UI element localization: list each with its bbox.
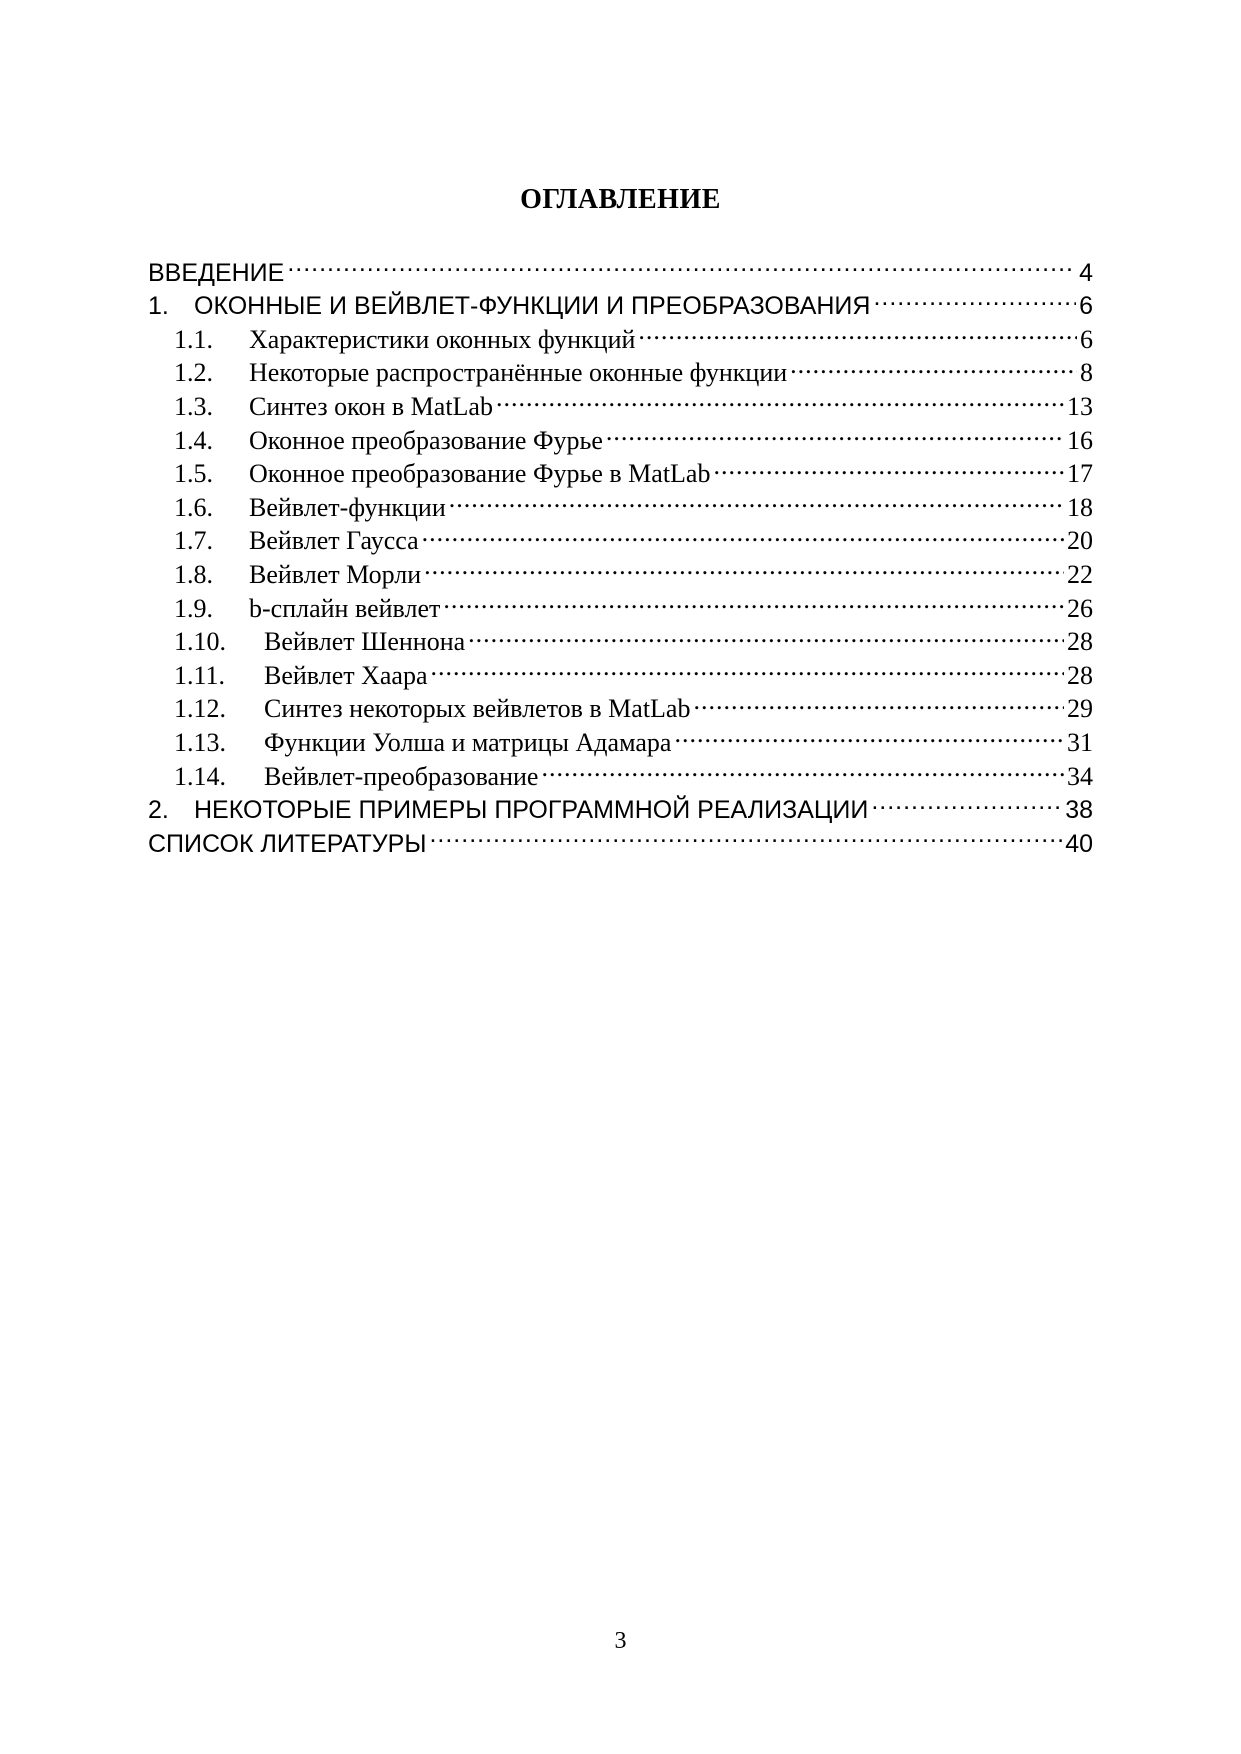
toc-leader-dots (871, 785, 1062, 819)
toc-entry-number: 1.6. (174, 492, 213, 522)
toc-entry-chapter-1[interactable] (148, 281, 1093, 321)
toc-entry-page: 40 (1065, 829, 1093, 858)
toc-leader-dots (541, 751, 1064, 785)
toc-entry-number: 1.1. (174, 324, 213, 354)
toc-leader-dots (790, 348, 1077, 382)
toc-leader-dots (429, 818, 1062, 852)
toc-leader-dots (713, 449, 1064, 483)
toc-entry-number: 1.5. (174, 459, 213, 489)
toc-entry-page: 17 (1067, 459, 1093, 489)
toc-leader-dots (693, 684, 1064, 718)
toc-entry-number: 1.3. (174, 391, 213, 421)
toc-entry-page: 18 (1067, 492, 1093, 522)
toc-leader-dots (431, 650, 1064, 684)
toc-entry-page: 28 (1067, 660, 1093, 690)
toc-leader-dots (424, 549, 1064, 583)
toc-entry-number: 1.13. (174, 727, 226, 757)
toc-entry-title: Некоторые распространённые оконные функции (249, 358, 788, 388)
toc-entry-page: 6 (1080, 324, 1093, 354)
toc-leader-dots (496, 381, 1064, 415)
toc-leader-dots (468, 617, 1064, 651)
toc-entry-page: 16 (1067, 425, 1093, 455)
toc-entry-number: 1.11. (174, 660, 226, 690)
toc-entry-number: 1.4. (174, 425, 213, 455)
toc-entry-page: 22 (1067, 559, 1093, 589)
toc-entry-number: 1.10. (174, 627, 226, 657)
toc-entry-title: Характеристики оконных функций (249, 324, 636, 354)
toc-entry-title: Вейвлет Хаара (264, 660, 428, 690)
toc-entry-page: 4 (1079, 258, 1093, 287)
toc-entry-page: 38 (1065, 796, 1093, 825)
toc-entry-page: 20 (1067, 526, 1093, 556)
toc-leader-dots (638, 314, 1077, 348)
toc-entry-number: 1.14. (174, 761, 226, 791)
toc-entry-number: 2. (148, 796, 169, 825)
toc-entry-number: 1.9. (174, 593, 213, 623)
toc-entry-number: 1.7. (174, 526, 213, 556)
toc-entry-title: СПИСОК ЛИТЕРАТУРЫ (148, 829, 427, 858)
toc-entry-title: Вейвлет-преобразование (264, 761, 539, 791)
toc-entry-title: Синтез окон в MatLab (249, 391, 493, 421)
toc-entry-title: Вейвлет Морли (249, 559, 422, 589)
toc-entry-number: 1.12. (174, 694, 226, 724)
toc-entry-title: Вейвлет-функции (249, 492, 446, 522)
toc-entry-page: 29 (1067, 694, 1093, 724)
toc-entry-title: НЕКОТОРЫЕ ПРИМЕРЫ ПРОГРАММНОЙ РЕАЛИЗАЦИИ (194, 796, 869, 825)
toc-entry-page: 34 (1067, 761, 1093, 791)
toc-entry-title: ОКОННЫЕ И ВЕЙВЛЕТ-ФУНКЦИИ И ПРЕОБРАЗОВАНИЯ (194, 292, 871, 321)
toc-leader-dots (606, 415, 1064, 449)
toc-entry-introduction[interactable] (148, 247, 1093, 287)
toc-entry-title: Синтез некоторых вейвлетов в MatLab (264, 694, 691, 724)
toc-leader-dots (422, 516, 1064, 550)
toc-entry-title: b-сплайн вейвлет (249, 593, 441, 623)
table-of-contents (148, 247, 1093, 858)
toc-entry-title: Оконное преобразование Фурье в MatLab (249, 459, 711, 489)
toc-entry-page: 28 (1067, 627, 1093, 657)
toc-entry-page: 13 (1067, 391, 1093, 421)
toc-leader-dots (449, 482, 1064, 516)
toc-entry-page: 31 (1067, 727, 1093, 757)
toc-entry-title: ВВЕДЕНИЕ (148, 258, 285, 287)
toc-entry-title: Вейвлет Гаусса (249, 526, 419, 556)
toc-entry-number: 1.8. (174, 559, 213, 589)
toc-entry-number: 1. (148, 292, 169, 321)
toc-entry-title: Оконное преобразование Фурье (249, 425, 603, 455)
toc-entry-title: Вейвлет Шеннона (264, 627, 466, 657)
toc-entry-number: 1.2. (174, 358, 213, 388)
toc-leader-dots (443, 583, 1064, 617)
toc-leader-dots (873, 281, 1076, 315)
toc-leader-dots (287, 247, 1076, 281)
page-title: ОГЛАВЛЕНИЕ (520, 184, 721, 215)
toc-entry-page: 26 (1067, 593, 1093, 623)
toc-entry-page: 6 (1079, 292, 1093, 321)
toc-entry-title: Функции Уолша и матрицы Адамара (264, 727, 672, 757)
page-number: 3 (614, 1628, 627, 1654)
toc-entry-page: 8 (1080, 358, 1093, 388)
toc-leader-dots (674, 717, 1064, 751)
